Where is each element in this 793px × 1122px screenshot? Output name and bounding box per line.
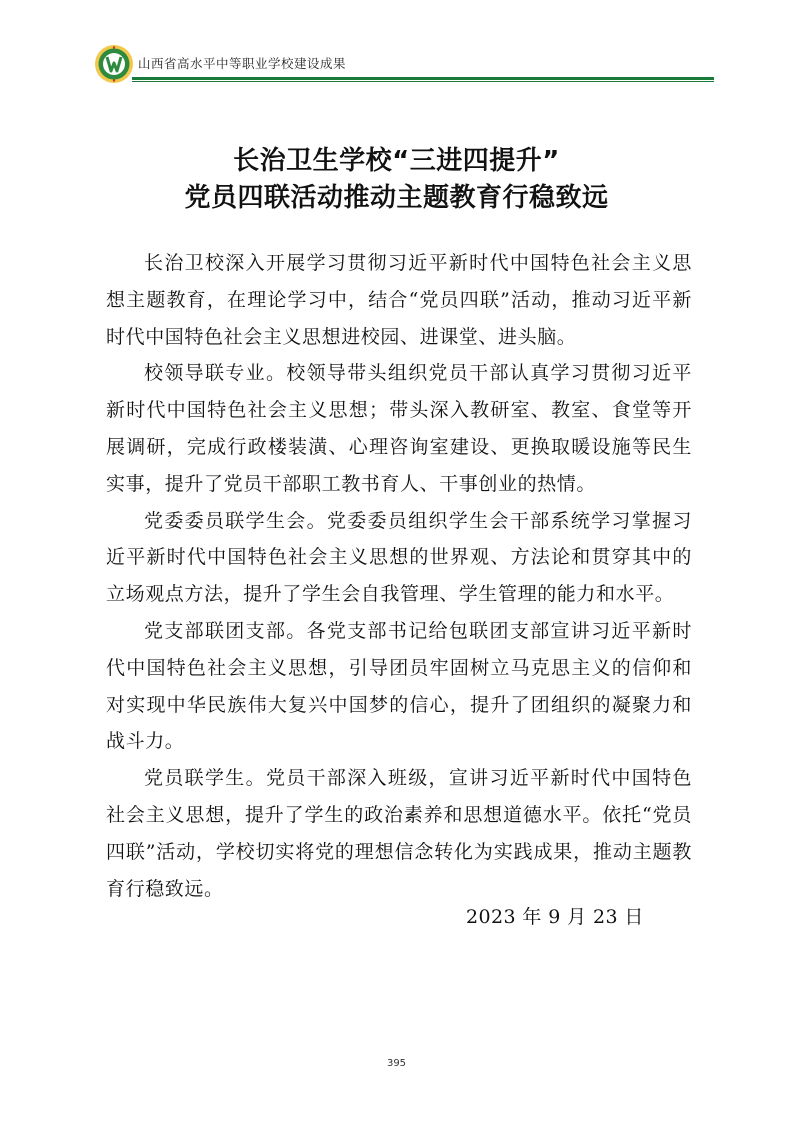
paragraph-leaders: 校领导联专业。校领导带头组织党员干部认真学习贯彻习近平新时代中国特色社会主义思想；带头深入教研室、教室、食堂等开展调研，完成行政楼装潢、心理咨询室建设、更换取暖设施等民生实事，提升了党员干部职工教书育人、干事创业的热情。 [106, 362, 692, 495]
document-body [106, 245, 692, 907]
page-header [94, 44, 714, 84]
page-number: 395 [386, 1058, 407, 1069]
header-rule [132, 77, 714, 80]
document-date: 2023 年 9 月 23 日 [466, 906, 644, 928]
document-title-line-1: 长治卫生学校“三进四提升” [233, 146, 560, 176]
header-title: 山西省高水平中等职业学校建设成果 [138, 56, 347, 71]
paragraph-branch: 党支部联团支部。各党支部书记给包联团支部宣讲习近平新时代中国特色社会主义思想，引导团员牢固树立马克思主义的信仰和对实现中华民族伟大复兴中国梦的信心，提升了团组织的凝聚力和战斗力。 [106, 619, 692, 753]
school-emblem-icon [94, 44, 134, 84]
document-title-line-2: 党员四联活动推动主题教育行稳致远 [184, 183, 609, 213]
paragraph-members: 党员联学生。党员干部深入班级，宣讲习近平新时代中国特色社会主义思想，提升了学生的政治素养和思想道德水平。依托“党员四联”活动，学校切实将党的理想信念转化为实践成果，推动主题教育行稳致远。 [106, 767, 692, 900]
paragraph-intro: 长治卫校深入开展学习贯彻习近平新时代中国特色社会主义思想主题教育，在理论学习中，结合“党员四联”活动，推动习近平新时代中国特色社会主义思想进校园、进课堂、进头脑。 [106, 252, 692, 348]
paragraph-committee: 党委委员联学生会。党委委员组织学生会干部系统学习掌握习近平新时代中国特色社会主义思想的世界观、方法论和贯穿其中的立场观点方法，提升了学生会自我管理、学生管理的能力和水平。 [106, 509, 692, 606]
header-rule-thin [132, 81, 714, 82]
